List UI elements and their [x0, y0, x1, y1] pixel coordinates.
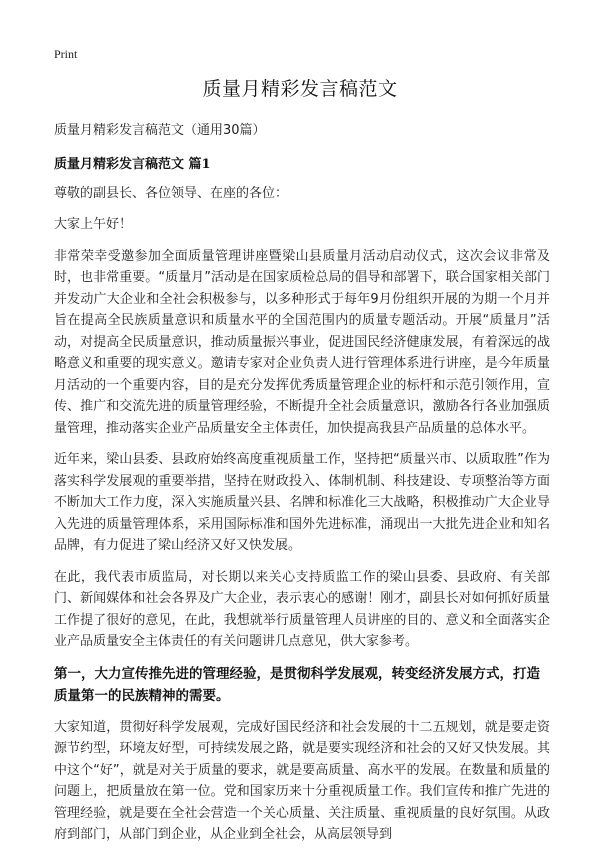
section-heading: 质量月精彩发言稿范文 篇1: [54, 156, 211, 172]
hello-line: 大家上午好！: [54, 217, 133, 232]
document-subtitle: 质量月精彩发言稿范文（通用30篇）: [54, 123, 266, 138]
greeting-line: 尊敬的副县长、各位领导、在座的各位：: [54, 185, 289, 201]
body-paragraph: 在此，我代表市质监局，对长期以来关心支持质监工作的梁山县委、县政府、有关部门、新闻媒体和社会各界及广大企业，表示衷心的感谢！刚才，副县长对如何抓好质量工作提了很好的意见，在此，我想就举行质量管理人员讲座的目的、意义和全面落实企业产品质量安全主体责任的有关问题讲几点意见，供大家参考。: [54, 569, 550, 649]
body-paragraph: 非常荣幸受邀参加全面质量管理讲座暨梁山县质量月活动启动仪式，这次会议非常及时，也非常重要。“质量月”活动是在国家质检总局的倡导和部署下，联合国家相关部门并发动广大企业和全社会积极参与，以多种形式于每年9月份组织开展的为期一个月并旨在提高全民族质量意识和质量水平的全国范围内的质量专题活动。开展“质量月”活动，对提高全民质量意识，推动质量振兴事业，促进国民经济健康发展，有着深远的战略意义和重要的现实意义。邀请专家对企业负责人进行管理体系进行讲座，是今年质量月活动的一个重要内容，目的是充分发挥优秀质量管理企业的标杆和示范引领作用，宣传、推广和交流先进的质量管理经验，不断提升全社会质量意识，激励各行各业加强质量管理，推动落实企业产品质量安全主体责任，加快提高我县产品质量的总体水平。: [54, 248, 550, 436]
body-paragraph: 大家知道，贯彻好科学发展观，完成好国民经济和社会发展的十二五规划，就是要走资源节约型，环境友好型，可持续发展之路，就是要实现经济和社会的又好又快发展。其中这个“好”，就是对关于质量的要求，就是要高质量、高水平的发展。在数量和质量的问题上，把质量放在第一位。党和国家历来十分重视质量工作。我们宣传和推广先进的管理经验，就是要在全社会营造一个关心质量、关注质量、重视质量的良好氛围。从政府到部门，从部门到企业，从企业到全社会，从高层领导到: [54, 719, 550, 842]
document-title: 质量月精彩发言稿范文: [202, 78, 398, 100]
document-body: [54, 120, 550, 856]
bold-point-paragraph: 第一，大力宣传推先进的管理经验，是贯彻科学发展观，转变经济发展方式，打造质量第一的民族精神的需要。: [54, 665, 540, 704]
print-link[interactable]: Print: [54, 47, 78, 61]
body-paragraph: 近年来，梁山县委、县政府始终高度重视质量工作，坚持把“质量兴市、以质取胜”作为落实科学发展观的重要举措，坚持在财政投入、体制机制、科技建设、专项整治等方面不断加大工作力度，深入实施质量兴县、名牌和标准化三大战略，积极推动广大企业导入先进的质量管理体系，采用国际标准和国外先进标准，涌现出一大批先进企业和知名品牌，有力促进了梁山经济又好又快发展。: [54, 452, 550, 553]
